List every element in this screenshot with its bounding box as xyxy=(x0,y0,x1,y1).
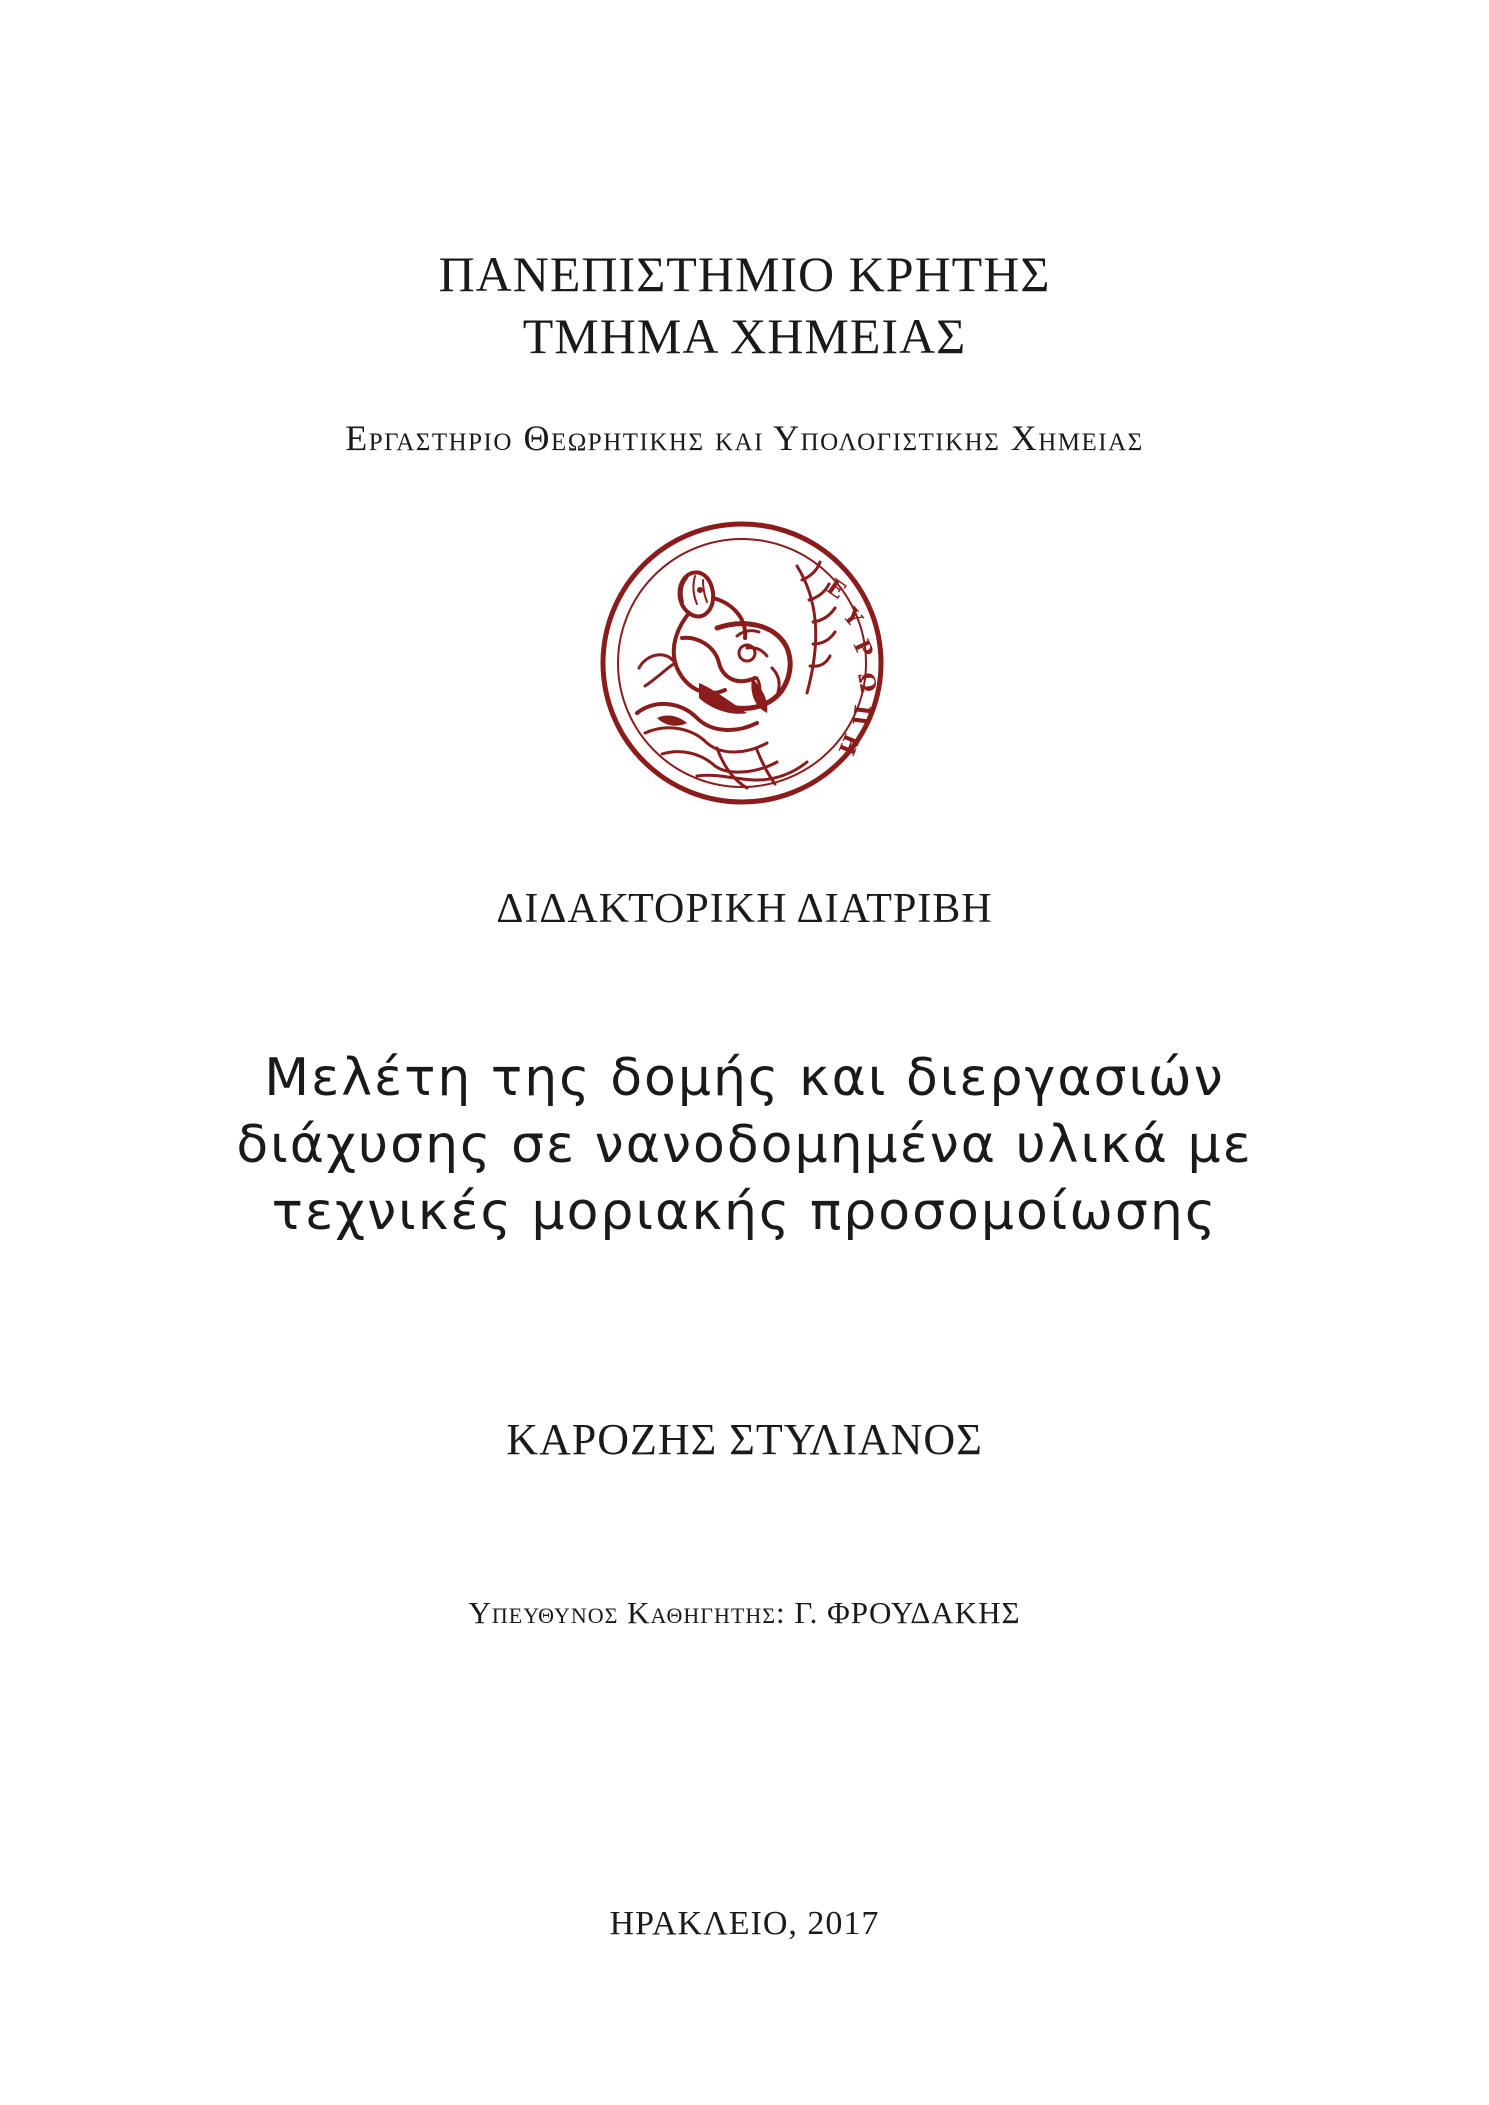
thesis-title-line: Μελέτη της δομής και διεργασιών xyxy=(264,1048,1225,1108)
thesis-title xyxy=(0,1045,1489,1246)
author-name: ΚΑΡΟΖΗΣ ΣΤΥΛΙΑΝΟΣ xyxy=(506,1415,983,1464)
thesis-type: ΔΙΔΑΚΤΟΡΙΚΗ ΔΙΑΤΡΙΒΗ xyxy=(496,886,993,932)
department-name: ΤΜΗΜΑ ΧΗΜΕΙΑΣ xyxy=(522,308,967,364)
supervisor-name: Γ. ΦΡΟΥΔΑΚΗΣ xyxy=(794,1595,1021,1630)
place-year: ΗΡΑΚΛΕΙΟ, 2017 xyxy=(609,1905,880,1942)
svg-text:Υ: Υ xyxy=(837,603,868,632)
svg-text:Ρ: Ρ xyxy=(847,635,879,662)
svg-text:Π: Π xyxy=(846,703,875,728)
thesis-title-line: διάχυσης σε νανοδομημένα υλικά με xyxy=(236,1115,1253,1175)
svg-text:Ε: Ε xyxy=(821,573,851,605)
svg-text:Ω: Ω xyxy=(852,670,882,695)
thesis-title-line: τεχνικές μοριακής προσομοίωσης xyxy=(271,1182,1218,1242)
university-name: ΠΑΝΕΠΙΣΤΗΜΙΟ ΚΡΗΤΗΣ xyxy=(438,246,1051,302)
university-seal-icon xyxy=(597,518,887,808)
laboratory-name: Εργαστηριο Θεωρητικης και Υπολογιστικης Χημειας xyxy=(345,418,1144,458)
supervisor-label: Υπευθυνος Καθηγητης: xyxy=(468,1595,786,1630)
svg-text:Η: Η xyxy=(832,729,865,759)
supervisor-line xyxy=(0,1593,1489,1633)
